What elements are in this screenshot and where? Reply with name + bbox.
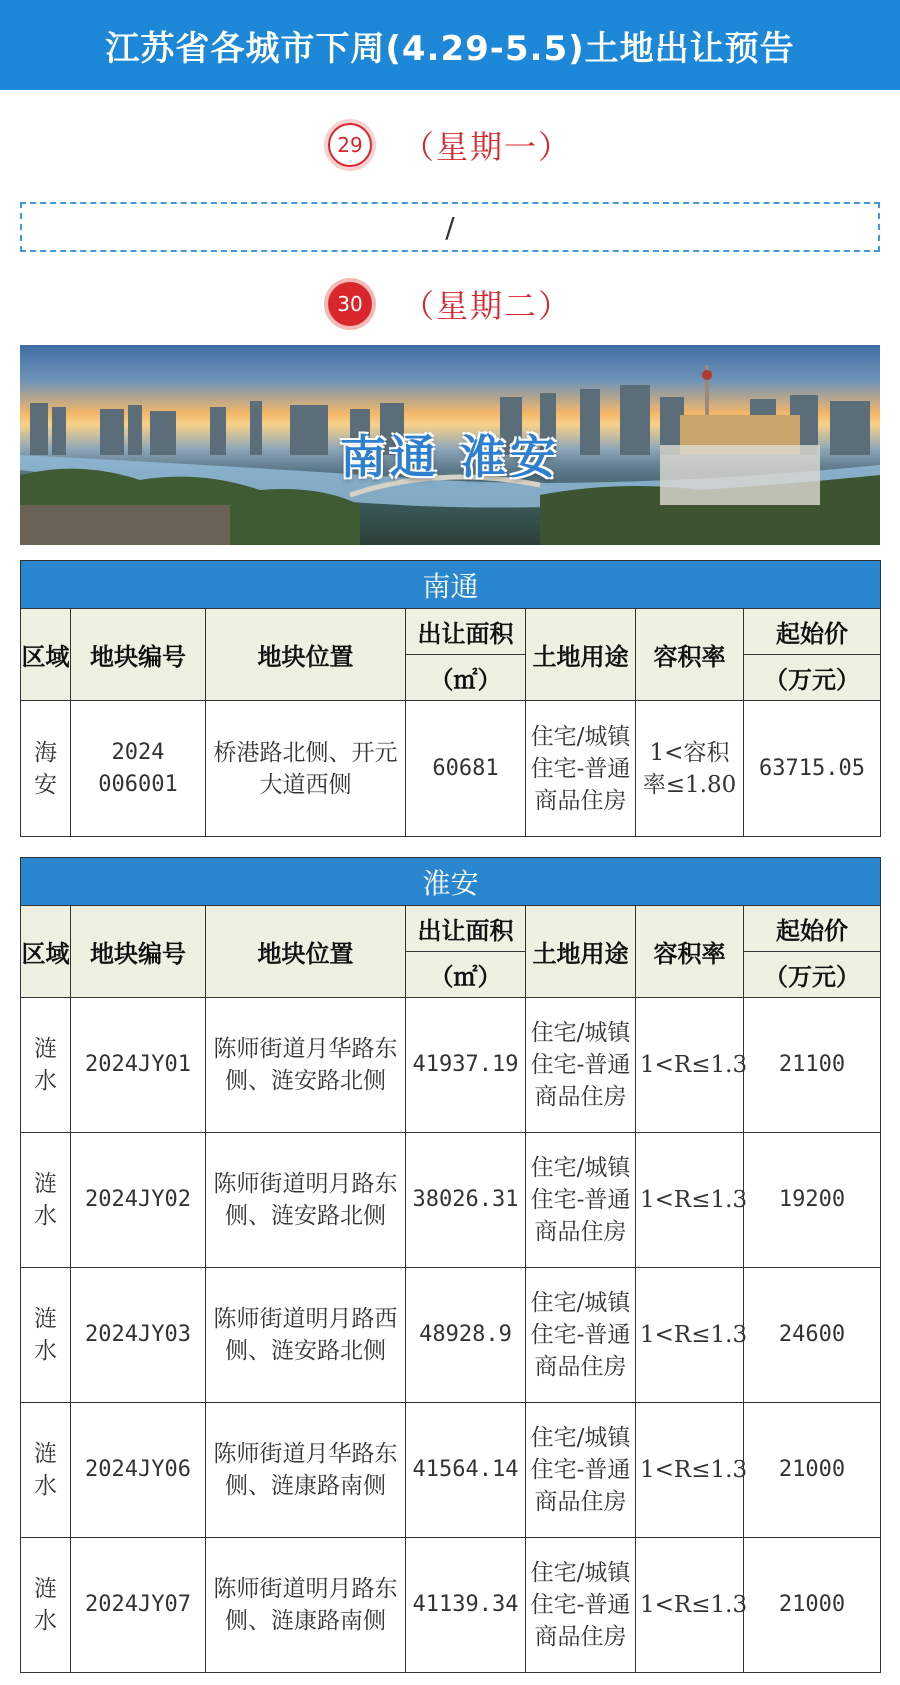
table-row (21, 998, 881, 1133)
cell-use: 住宅/城镇住宅-普通商品住房 (526, 1268, 636, 1403)
cell-use: 住宅/城镇住宅-普通商品住房 (526, 1133, 636, 1268)
col-parcel-id: 地块编号 (71, 906, 206, 998)
cell-price: 21000 (744, 1538, 881, 1673)
cell-far: 1<R≤1.3 (636, 1133, 744, 1268)
cell-location: 桥港路北侧、开元大道西侧 (206, 701, 406, 837)
col-parcel-id: 地块编号 (71, 609, 206, 701)
col-district: 区域 (21, 906, 71, 998)
table-city-header (21, 858, 881, 906)
page-header (0, 0, 900, 90)
cell-location: 陈师街道月华路东侧、涟康路南侧 (206, 1403, 406, 1538)
table-row (21, 1403, 881, 1538)
day-29-empty-box (20, 202, 880, 252)
cell-location: 陈师街道明月路西侧、涟安路北侧 (206, 1268, 406, 1403)
cell-price: 21100 (744, 998, 881, 1133)
col-area: 出让面积 (406, 906, 526, 952)
cell-district: 涟水 (21, 1268, 71, 1403)
cell-district: 涟水 (21, 1133, 71, 1268)
cell-far: 1<R≤1.3 (636, 1403, 744, 1538)
cell-district: 海安 (21, 701, 71, 837)
cell-use: 住宅/城镇住宅-普通商品住房 (526, 998, 636, 1133)
cell-parcel-id: 2024 006001 (71, 701, 206, 837)
cell-far: 1<R≤1.3 (636, 1268, 744, 1403)
cell-parcel-id: 2024JY07 (71, 1538, 206, 1673)
col-area-unit: （㎡） (406, 952, 526, 998)
day-30-heading (0, 274, 900, 334)
city-name: 淮安 (21, 858, 881, 906)
col-area: 出让面积 (406, 609, 526, 655)
col-price-unit: （万元） (744, 952, 881, 998)
cell-use: 住宅/城镇住宅-普通商品住房 (526, 1403, 636, 1538)
cell-parcel-id: 2024JY06 (71, 1403, 206, 1538)
day-29-heading (0, 115, 900, 175)
cell-district: 涟水 (21, 1538, 71, 1673)
day-29-content: / (445, 210, 455, 244)
cell-far: 1<R≤1.3 (636, 998, 744, 1133)
col-district: 区域 (21, 609, 71, 701)
cell-area: 41937.19 (406, 998, 526, 1133)
city-banner-image (20, 345, 880, 545)
day-30-weekday: （星期二） (401, 287, 572, 325)
cell-district: 涟水 (21, 1403, 71, 1538)
col-area-unit: （㎡） (406, 655, 526, 701)
column-header-row (21, 609, 881, 655)
cell-parcel-id: 2024JY01 (71, 998, 206, 1133)
col-price: 起始价 (744, 609, 881, 655)
col-far: 容积率 (636, 609, 744, 701)
table-city-header (21, 561, 881, 609)
col-far: 容积率 (636, 906, 744, 998)
huaian-land-table (20, 857, 881, 1673)
col-use: 土地用途 (526, 609, 636, 701)
cell-area: 41139.34 (406, 1538, 526, 1673)
cell-far: 1<容积率≤1.80 (636, 701, 744, 837)
col-location: 地块位置 (206, 609, 406, 701)
cell-location: 陈师街道明月路东侧、涟康路南侧 (206, 1538, 406, 1673)
cell-price: 24600 (744, 1268, 881, 1403)
col-price: 起始价 (744, 906, 881, 952)
cell-use: 住宅/城镇住宅-普通商品住房 (526, 701, 636, 837)
table-row (21, 1268, 881, 1403)
city-name: 南通 (21, 561, 881, 609)
column-header-row (21, 906, 881, 952)
col-price-unit: （万元） (744, 655, 881, 701)
cell-area: 38026.31 (406, 1133, 526, 1268)
day-29-badge: 29 (328, 123, 372, 167)
banner-title: 南通 淮安 (339, 430, 560, 484)
cell-area: 48928.9 (406, 1268, 526, 1403)
nantong-land-table (20, 560, 881, 837)
cell-area: 41564.14 (406, 1403, 526, 1538)
cell-price: 19200 (744, 1133, 881, 1268)
cell-price: 63715.05 (744, 701, 881, 837)
table-row (21, 1538, 881, 1673)
cell-district: 涟水 (21, 998, 71, 1133)
cell-area: 60681 (406, 701, 526, 837)
cell-parcel-id: 2024JY03 (71, 1268, 206, 1403)
cell-parcel-id: 2024JY02 (71, 1133, 206, 1268)
cell-use: 住宅/城镇住宅-普通商品住房 (526, 1538, 636, 1673)
cell-location: 陈师街道月华路东侧、涟安路北侧 (206, 998, 406, 1133)
col-location: 地块位置 (206, 906, 406, 998)
day-29-weekday: （星期一） (401, 128, 572, 166)
cell-far: 1<R≤1.3 (636, 1538, 744, 1673)
table-row (21, 1133, 881, 1268)
day-30-badge: 30 (328, 282, 372, 326)
cell-price: 21000 (744, 1403, 881, 1538)
col-use: 土地用途 (526, 906, 636, 998)
table-row (21, 701, 881, 837)
page-title: 江苏省各城市下周(4.29-5.5)土地出让预告 (105, 28, 795, 69)
cell-location: 陈师街道明月路东侧、涟安路北侧 (206, 1133, 406, 1268)
